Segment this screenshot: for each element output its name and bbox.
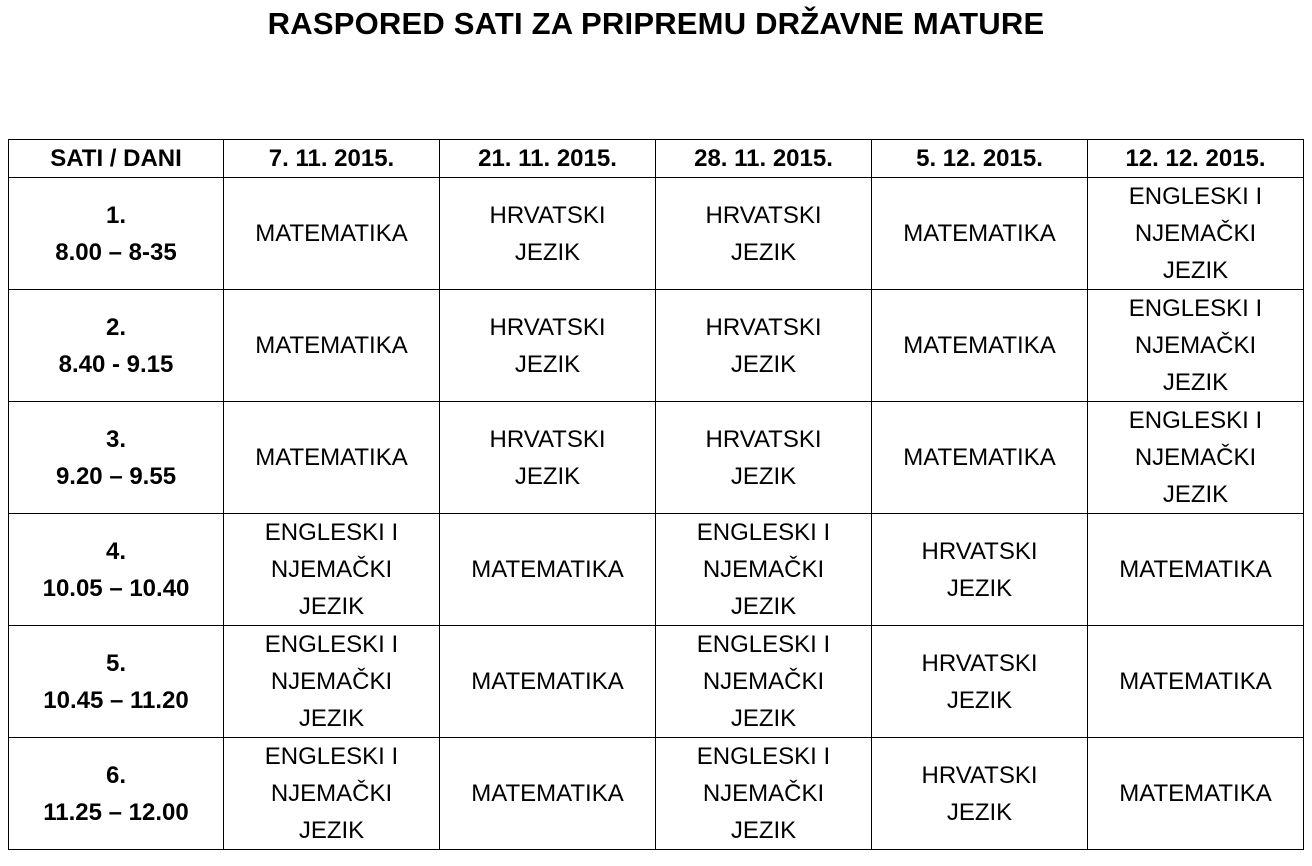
date-header: 28. 11. 2015. (656, 140, 872, 178)
subject-text: MATEMATIKA (1119, 556, 1272, 583)
subject-cell (872, 178, 1088, 290)
subject-text: NJEMAČKI (1134, 332, 1257, 359)
period-time: 9.20 – 9.55 (55, 462, 177, 490)
subject-text: JEZIK (514, 350, 581, 378)
subject-text: NJEMAČKI (270, 668, 393, 695)
date-header: 7. 11. 2015. (224, 140, 440, 178)
subject-text: JEZIK (514, 462, 581, 490)
subject-text: HRVATSKI (705, 313, 822, 341)
subject-cell (872, 290, 1088, 402)
schedule-table (8, 139, 1304, 850)
corner-header: SATI / DANI (9, 140, 224, 178)
subject-text: JEZIK (730, 705, 797, 732)
subject-text: HRVATSKI (489, 425, 606, 453)
table-row (9, 626, 1304, 738)
subject-text: ENGLESKI I (264, 631, 399, 658)
subject-text: HRVATSKI (921, 537, 1038, 565)
subject-text: MATEMATIKA (1119, 668, 1272, 695)
subject-cell (440, 178, 656, 290)
period-time: 11.25 – 12.00 (43, 798, 189, 826)
subject-text: ENGLESKI I (264, 519, 399, 546)
subject-text: ENGLESKI I (696, 631, 831, 658)
subject-cell (440, 738, 656, 850)
subject-text: HRVATSKI (489, 201, 606, 229)
period-cell (9, 402, 224, 514)
subject-text: NJEMAČKI (270, 556, 393, 583)
period-number: 5. (105, 649, 126, 677)
subject-text: MATEMATIKA (1119, 780, 1272, 807)
subject-cell (1088, 178, 1304, 290)
table-row (9, 738, 1304, 850)
period-cell (9, 738, 224, 850)
subject-text: JEZIK (298, 705, 365, 732)
subject-text: NJEMAČKI (702, 668, 825, 695)
subject-cell (224, 738, 440, 850)
subject-cell (224, 514, 440, 626)
subject-cell (224, 178, 440, 290)
subject-cell (656, 514, 872, 626)
subject-cell (1088, 626, 1304, 738)
period-time: 8.40 - 9.15 (58, 350, 174, 378)
date-header: 21. 11. 2015. (440, 140, 656, 178)
period-number: 4. (105, 537, 126, 565)
subject-text: JEZIK (730, 238, 797, 266)
subject-text: JEZIK (514, 238, 581, 266)
subject-text: MATEMATIKA (903, 332, 1056, 359)
period-cell (9, 626, 224, 738)
subject-text: JEZIK (730, 817, 797, 844)
subject-text: MATEMATIKA (255, 220, 408, 247)
subject-cell (656, 178, 872, 290)
subject-cell (440, 514, 656, 626)
header-row (9, 140, 1304, 178)
period-number: 2. (105, 313, 126, 341)
subject-cell (656, 626, 872, 738)
subject-cell (656, 738, 872, 850)
period-number: 1. (105, 201, 126, 229)
period-time: 10.45 – 11.20 (43, 686, 189, 714)
period-number: 6. (105, 761, 126, 789)
subject-text: HRVATSKI (921, 761, 1038, 789)
subject-text: MATEMATIKA (255, 332, 408, 359)
subject-text: NJEMAČKI (270, 780, 393, 807)
subject-text: HRVATSKI (921, 649, 1038, 677)
subject-text: JEZIK (946, 798, 1013, 826)
subject-cell (440, 290, 656, 402)
subject-cell (1088, 738, 1304, 850)
date-header: 5. 12. 2015. (872, 140, 1088, 178)
period-cell (9, 514, 224, 626)
subject-text: JEZIK (1162, 369, 1229, 396)
subject-cell (872, 514, 1088, 626)
subject-text: ENGLESKI I (1128, 183, 1263, 210)
subject-text: MATEMATIKA (471, 556, 624, 583)
subject-text: ENGLESKI I (696, 743, 831, 770)
subject-text: MATEMATIKA (471, 668, 624, 695)
subject-text: MATEMATIKA (903, 220, 1056, 247)
table-row (9, 402, 1304, 514)
subject-text: ENGLESKI I (1128, 407, 1263, 434)
period-cell (9, 290, 224, 402)
subject-cell (656, 402, 872, 514)
period-time: 8.00 – 8-35 (55, 238, 177, 266)
subject-cell (224, 290, 440, 402)
subject-text: JEZIK (298, 593, 365, 620)
subject-cell (224, 626, 440, 738)
period-number: 3. (105, 425, 126, 453)
subject-cell (1088, 290, 1304, 402)
subject-text: HRVATSKI (705, 201, 822, 229)
period-cell (9, 178, 224, 290)
table-row (9, 514, 1304, 626)
page-title: RASPORED SATI ZA PRIPREMU DRŽAVNE MATURE (267, 6, 1045, 41)
subject-text: JEZIK (730, 462, 797, 490)
table-row (9, 178, 1304, 290)
period-time: 10.05 – 10.40 (42, 574, 190, 602)
subject-text: JEZIK (298, 817, 365, 844)
subject-text: NJEMAČKI (702, 780, 825, 807)
date-header: 12. 12. 2015. (1088, 140, 1304, 178)
subject-text: ENGLESKI I (696, 519, 831, 546)
subject-text: JEZIK (1162, 481, 1229, 508)
subject-cell (440, 402, 656, 514)
subject-cell (1088, 402, 1304, 514)
table-row (9, 290, 1304, 402)
subject-text: JEZIK (1162, 257, 1229, 284)
subject-text: HRVATSKI (489, 313, 606, 341)
subject-cell (224, 402, 440, 514)
subject-text: NJEMAČKI (1134, 220, 1257, 247)
subject-text: JEZIK (730, 350, 797, 378)
subject-text: MATEMATIKA (903, 444, 1056, 471)
subject-text: ENGLESKI I (1128, 295, 1263, 322)
subject-cell (872, 626, 1088, 738)
subject-text: NJEMAČKI (1134, 444, 1257, 471)
subject-cell (872, 738, 1088, 850)
subject-text: JEZIK (946, 686, 1013, 714)
subject-text: ENGLESKI I (264, 743, 399, 770)
subject-cell (872, 402, 1088, 514)
subject-text: NJEMAČKI (702, 556, 825, 583)
subject-text: MATEMATIKA (471, 780, 624, 807)
subject-cell (656, 290, 872, 402)
subject-text: JEZIK (730, 593, 797, 620)
subject-cell (1088, 514, 1304, 626)
subject-text: HRVATSKI (705, 425, 822, 453)
subject-cell (440, 626, 656, 738)
subject-text: JEZIK (946, 574, 1013, 602)
subject-text: MATEMATIKA (255, 444, 408, 471)
